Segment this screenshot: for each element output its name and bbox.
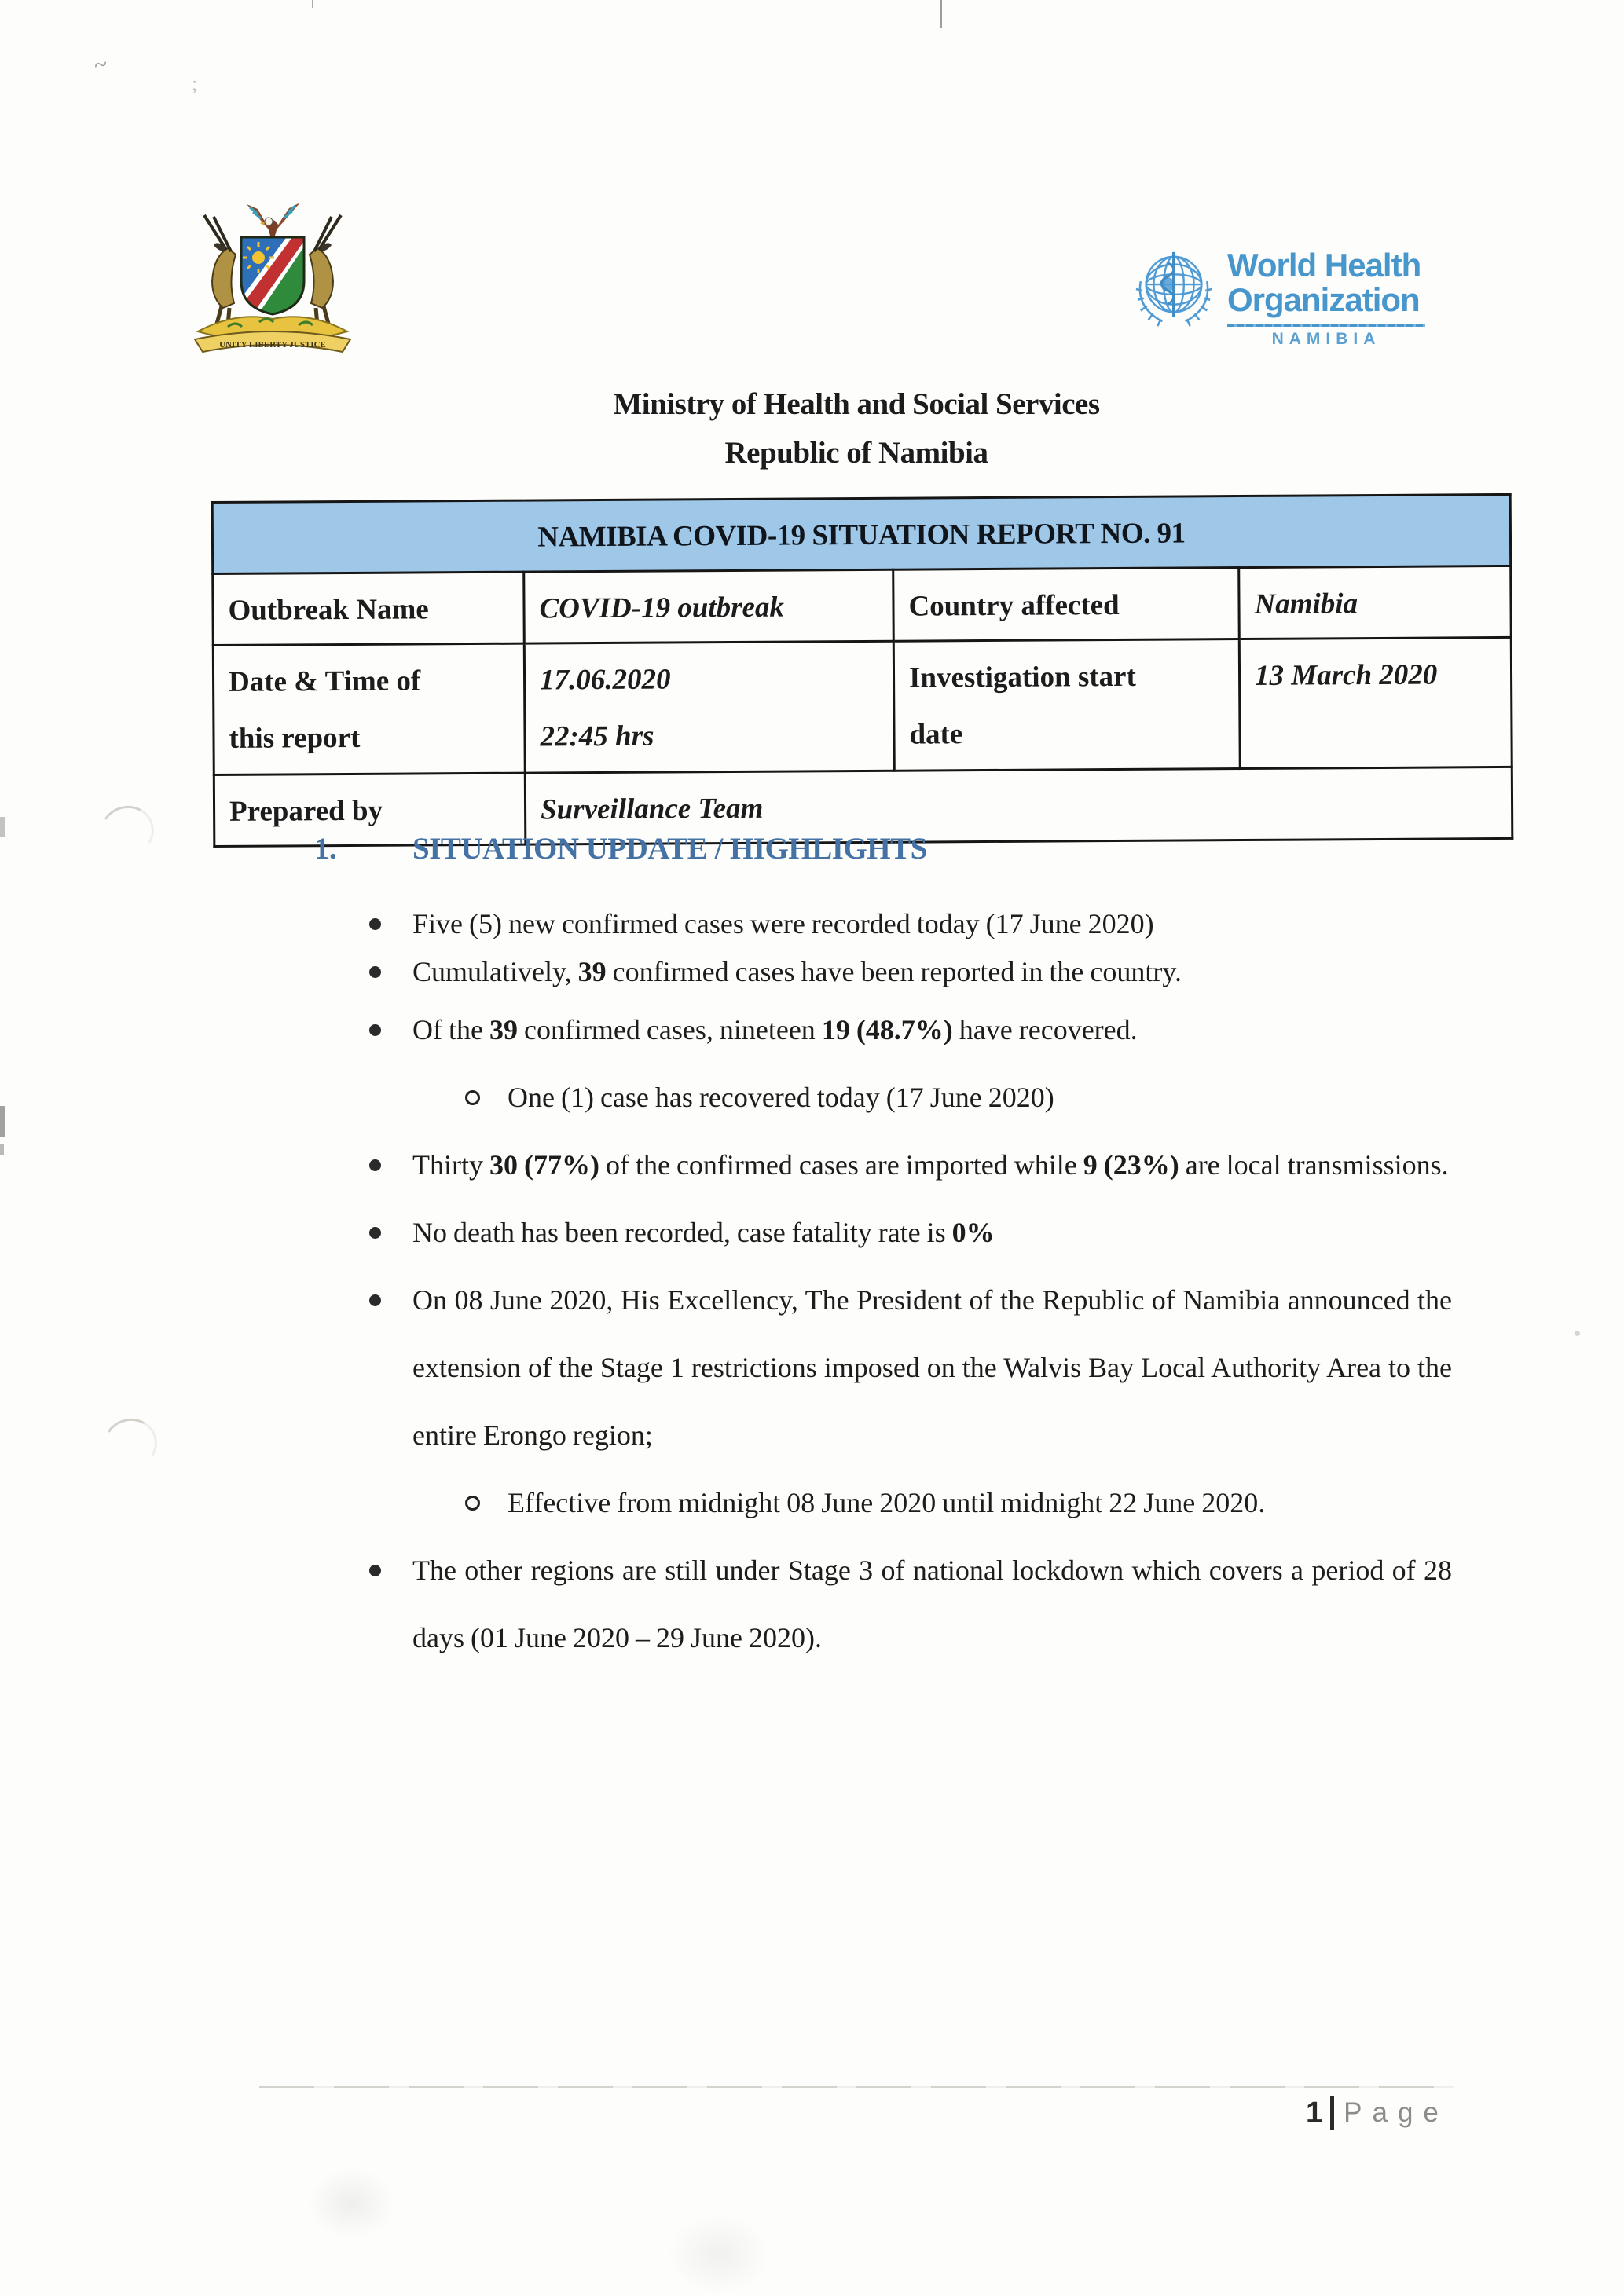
bullet-text: Thirty 30 (77%) of the confirmed cases are imported while 9 (23%) are local transmissions. bbox=[412, 1149, 1449, 1181]
bullet-text: Of the 39 confirmed cases, nineteen 19 (48.7%) have recovered. bbox=[412, 1014, 1138, 1045]
bullet-item bbox=[369, 948, 1452, 996]
bullet-text: On 08 June 2020, His Excellency, The President of the Republic of Namibia announced the extension of the Stage 1 restrictions imposed on the Walvis Bay Local Authority Area to the entire Erongo region; bbox=[412, 1284, 1452, 1451]
page-number: 1 bbox=[1306, 2096, 1323, 2129]
field-label-cell: Investigation start date bbox=[893, 639, 1240, 771]
section-number: 1. bbox=[314, 832, 337, 866]
scan-artifact-mark: ~ bbox=[92, 51, 109, 79]
field-label-cell: Outbreak Name bbox=[213, 572, 525, 645]
table-row bbox=[213, 637, 1512, 774]
page-separator-bar bbox=[1330, 2096, 1334, 2130]
report-table-body bbox=[213, 566, 1512, 846]
dot-bullet-icon bbox=[369, 1024, 381, 1036]
dot-bullet-icon bbox=[369, 1227, 381, 1239]
field-value-cell: 13 March 2020 bbox=[1239, 637, 1512, 768]
section-heading bbox=[314, 831, 927, 866]
scan-artifact-ring bbox=[98, 1413, 162, 1475]
scan-artifact-edge bbox=[0, 1106, 5, 1137]
scan-artifact-dot bbox=[1575, 1331, 1580, 1336]
page-footer bbox=[1306, 2096, 1449, 2130]
table-row bbox=[213, 566, 1512, 645]
bullet-text: Five (5) new confirmed cases were recorded today (17 June 2020) bbox=[412, 908, 1154, 939]
field-label-cell: Date & Time of this report bbox=[213, 643, 525, 774]
dot-bullet-icon bbox=[369, 1159, 381, 1171]
circle-bullet-icon bbox=[465, 1496, 480, 1511]
highlights-list bbox=[369, 900, 1452, 1672]
field-value-cell: Surveillance Team bbox=[525, 767, 1512, 844]
who-name-line1: World Health bbox=[1227, 247, 1421, 284]
section-title: SITUATION UPDATE / HIGHLIGHTS bbox=[412, 832, 927, 866]
bullet-text: Cumulatively, 39 confirmed cases have been reported in the country. bbox=[412, 956, 1182, 987]
sub-bullet-item bbox=[369, 1064, 1452, 1131]
scan-artifact-mark: ; bbox=[192, 72, 198, 95]
field-label-cell: Prepared by bbox=[214, 773, 526, 846]
bullet-item bbox=[369, 1536, 1452, 1672]
field-value-cell: COVID-19 outbreak bbox=[524, 569, 894, 643]
scan-artifact-ring bbox=[95, 800, 159, 862]
bullet-text: The other regions are still under Stage 3 of national lockdown which covers a period of 28 days (01 June 2020 – 29 June 2020). bbox=[412, 1554, 1452, 1653]
bullet-item bbox=[369, 1199, 1452, 1266]
bullet-text: No death has been recorded, case fatality rate is 0% bbox=[412, 1217, 995, 1248]
ministry-title: Ministry of Health and Social Services bbox=[613, 387, 1100, 421]
scan-artifact-line bbox=[940, 0, 942, 28]
bullet-text: One (1) case has recovered today (17 June 2020) bbox=[508, 1082, 1054, 1113]
who-name-line2: Organization bbox=[1227, 281, 1420, 318]
bullet-item bbox=[369, 1266, 1452, 1469]
flag-shield-icon bbox=[229, 229, 316, 322]
oryx-left-icon bbox=[204, 215, 236, 325]
page-label: Page bbox=[1344, 2097, 1449, 2128]
bullet-item bbox=[369, 996, 1452, 1064]
oryx-right-icon bbox=[310, 215, 341, 325]
who-country-label: NAMIBIA bbox=[1271, 330, 1381, 348]
who-logo bbox=[1131, 240, 1430, 366]
who-emblem-icon bbox=[1131, 245, 1216, 333]
scan-artifact-edge bbox=[0, 1144, 4, 1155]
scan-artifact-smudge bbox=[668, 2215, 770, 2294]
fish-eagle-icon bbox=[247, 203, 300, 236]
sub-bullet-item bbox=[369, 1469, 1452, 1536]
footer-rule bbox=[259, 2086, 1454, 2088]
field-label-cell: Country affected bbox=[893, 568, 1240, 642]
bullet-text: Effective from midnight 08 June 2020 until midnight 22 June 2020. bbox=[508, 1487, 1266, 1518]
bullet-item bbox=[369, 900, 1452, 948]
who-divider bbox=[1227, 324, 1425, 327]
dot-bullet-icon bbox=[369, 1294, 381, 1306]
field-value-cell: Namibia bbox=[1239, 566, 1512, 639]
dot-bullet-icon bbox=[369, 966, 381, 978]
motto-text: UNITY LIBERTY JUSTICE bbox=[219, 340, 326, 350]
dot-bullet-icon bbox=[369, 918, 381, 930]
scan-artifact-smudge bbox=[308, 2168, 394, 2239]
scan-artifact-edge bbox=[0, 817, 5, 837]
motto-banner bbox=[195, 331, 350, 352]
dot-bullet-icon bbox=[369, 1565, 381, 1576]
report-info-table bbox=[211, 493, 1512, 848]
report-table-title: NAMIBIA COVID-19 SITUATION REPORT NO. 91 bbox=[212, 494, 1511, 573]
bullet-item bbox=[369, 1131, 1452, 1199]
scan-artifact-line bbox=[312, 0, 313, 8]
namibia-coat-of-arms-icon bbox=[181, 193, 365, 358]
document-header bbox=[236, 380, 1477, 478]
circle-bullet-icon bbox=[465, 1090, 480, 1105]
republic-title: Republic of Namibia bbox=[724, 436, 988, 470]
field-value-cell: 17.06.2020 22:45 hrs bbox=[524, 641, 894, 773]
